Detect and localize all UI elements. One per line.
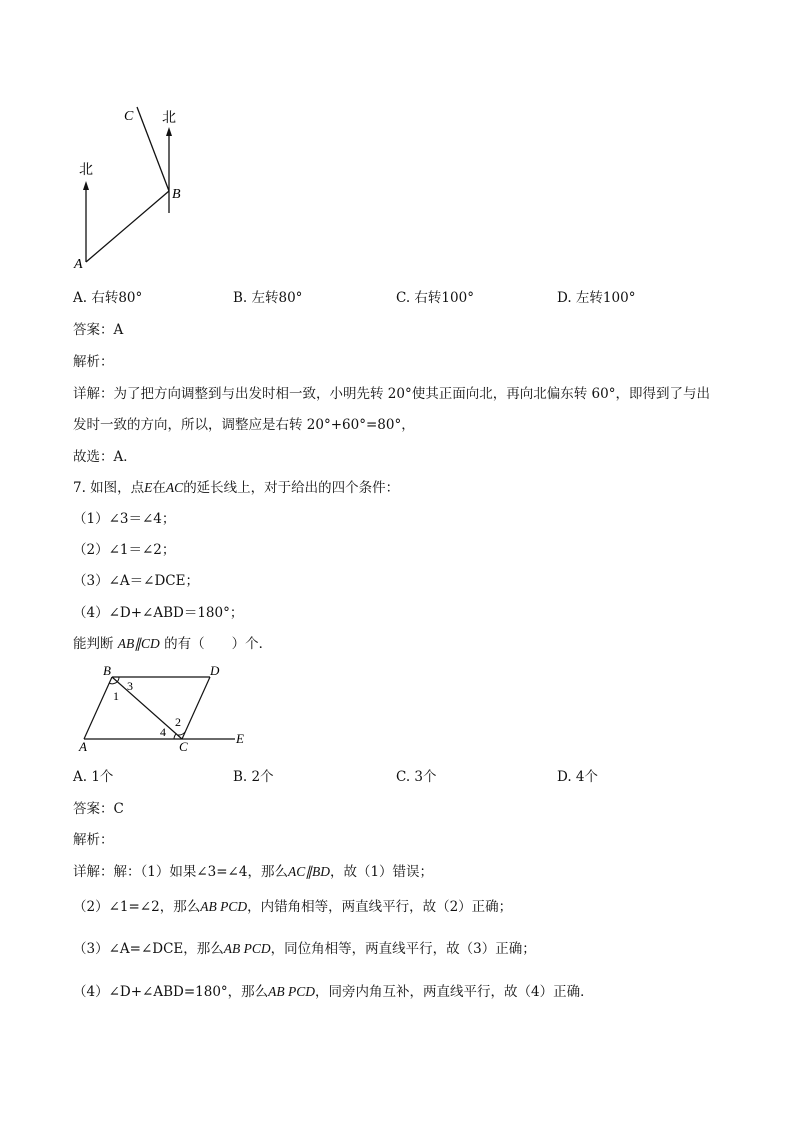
q7-stem-prefix: 7. 如图，点 <box>73 480 145 496</box>
label-b: B <box>103 663 111 678</box>
parallelogram-figure <box>72 662 262 754</box>
q6-answer: 答案：A <box>73 322 124 338</box>
q6-option-a: A. 右转80° <box>73 290 143 306</box>
q7-detail-1 <box>73 863 433 881</box>
q7-question-suffix: 的有（ ）个． <box>164 636 273 652</box>
q7-condition-2: （2）∠1＝∠2； <box>73 542 176 558</box>
q6-detail-line1: 详解：为了把方向调整到与出发时相一致，小明先转 20°使其正面向北，再向北偏东转 60°，即得到了与出 <box>73 386 710 402</box>
q7-question-prefix: 能判断 <box>73 636 114 652</box>
q7-detail-4-math: AB PCD <box>268 984 316 999</box>
q7-question <box>73 635 272 653</box>
label-a: A <box>79 739 87 754</box>
label-a: A <box>74 257 83 272</box>
q7-detail-2-math: AB PCD <box>200 899 248 914</box>
q7-detail-2-prefix: （2）∠1=∠2，那么 <box>73 899 201 915</box>
q7-analysis-label: 解析： <box>73 832 114 848</box>
arc-angle-3 <box>117 677 119 682</box>
q7-condition-3: （3）∠A＝∠DCE； <box>73 573 199 589</box>
arrowhead-b <box>166 127 172 136</box>
q7-detail-4 <box>73 983 594 1001</box>
angle-label-1: 1 <box>113 689 119 703</box>
q6-option-d: D. 左转100° <box>557 290 636 306</box>
north-label-b: 北 <box>162 111 176 126</box>
q7-detail-4-suffix: ，同旁内角互补，两直线平行，故（4）正确． <box>315 984 594 1000</box>
q7-stem-point-e: E <box>144 480 153 495</box>
q7-detail-1-math: AC∥BD <box>287 864 330 879</box>
q6-detail-line2: 发时一致的方向，所以，调整应是右转 20°+60°=80°， <box>73 417 415 433</box>
q6-option-c: C. 右转100° <box>396 290 474 306</box>
label-c: C <box>124 109 134 124</box>
q7-option-d: D. 4个 <box>557 769 599 785</box>
angle-label-2: 2 <box>175 715 181 729</box>
segment-cd <box>182 677 210 739</box>
q7-condition-4: （4）∠D+∠ABD＝180°； <box>73 605 244 621</box>
q7-option-a: A. 1个 <box>73 769 114 785</box>
segment-ab <box>86 191 169 262</box>
q7-question-math: AB∥CD <box>117 636 160 651</box>
q7-detail-3 <box>73 940 536 958</box>
q7-detail-4-prefix: （4）∠D+∠ABD=180°，那么 <box>73 984 269 1000</box>
segment-ab <box>84 677 112 739</box>
q7-detail-3-math: AB PCD <box>223 941 271 956</box>
label-d: D <box>210 663 220 678</box>
q7-detail-1-suffix: ，故（1）错误； <box>329 864 434 880</box>
q7-answer: 答案：C <box>73 801 124 817</box>
q6-conclusion: 故选：A． <box>73 449 137 465</box>
q6-option-b: B. 左转80° <box>233 290 303 306</box>
q7-condition-1: （1）∠3＝∠4； <box>73 511 176 527</box>
q7-detail-2-suffix: ，内错角相等，两直线平行，故（2）正确； <box>247 899 513 915</box>
q7-stem-line-ac: AC <box>165 480 184 495</box>
arrowhead-a <box>83 181 89 190</box>
label-c: C <box>179 739 188 754</box>
q7-stem-suffix: 的延长线上，对于给出的四个条件： <box>183 480 400 496</box>
q7-option-c: C. 3个 <box>396 769 437 785</box>
q7-detail-3-suffix: ，同位角相等，两直线平行，故（3）正确； <box>270 941 536 957</box>
q7-detail-3-prefix: （3）∠A=∠DCE，那么 <box>73 941 224 957</box>
q7-stem-mid: 在 <box>152 480 166 496</box>
diagonal-bc <box>112 677 182 739</box>
label-b: B <box>172 187 181 202</box>
north-label-a: 北 <box>79 163 93 178</box>
q7-detail-2 <box>73 898 512 916</box>
q6-analysis-label: 解析： <box>73 354 114 370</box>
q7-option-b: B. 2个 <box>233 769 274 785</box>
angle-label-4: 4 <box>160 725 166 739</box>
direction-figure <box>60 95 220 280</box>
arc-angle-4 <box>174 734 176 739</box>
q7-detail-1-prefix: 详解：解：（1）如果∠3=∠4，那么 <box>73 864 288 880</box>
q7-stem <box>73 479 399 497</box>
angle-label-3: 3 <box>127 679 133 693</box>
label-e: E <box>236 731 244 746</box>
